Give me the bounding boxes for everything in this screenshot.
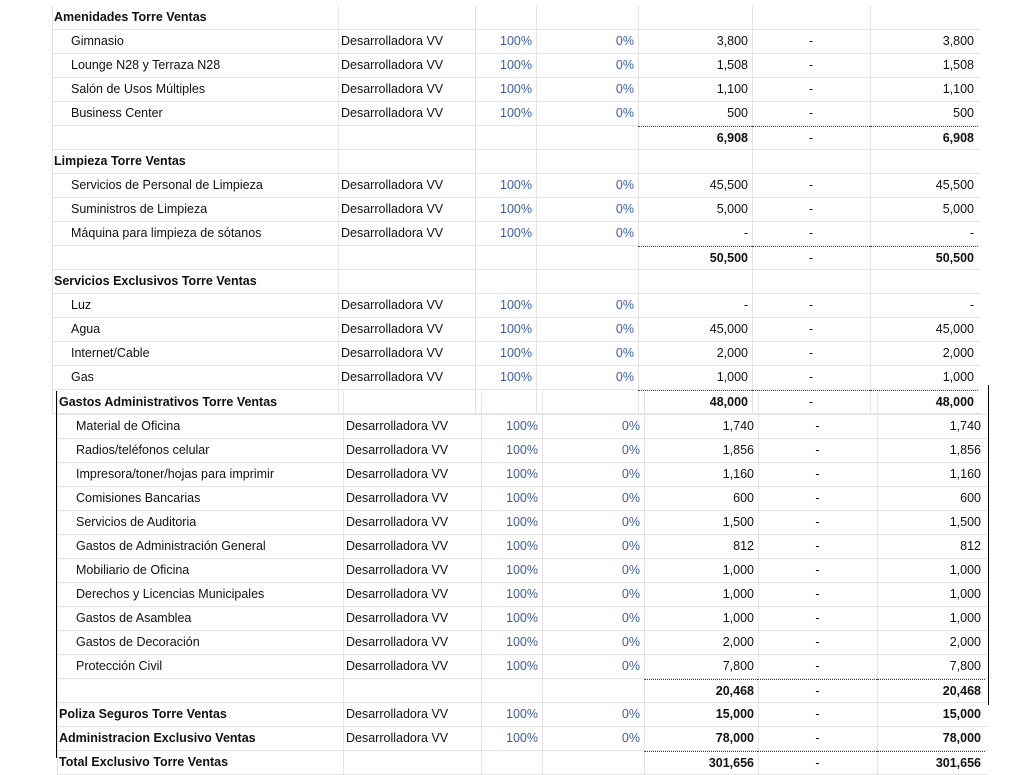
- cell-concept[interactable]: Salón de Usos Múltiples: [71, 82, 206, 96]
- cell-company[interactable]: Desarrolladora VV: [346, 539, 449, 553]
- cell-total[interactable]: 2,000: [949, 635, 981, 649]
- cell-concept[interactable]: Gas: [71, 370, 94, 384]
- cell-concept[interactable]: Luz: [71, 298, 92, 312]
- cell-amount[interactable]: 1,100: [716, 82, 748, 96]
- cell-percent-other[interactable]: 0%: [615, 370, 634, 384]
- cell-percent-owner[interactable]: 100%: [506, 443, 538, 457]
- table-row: [57, 583, 987, 607]
- section-header-row: [52, 6, 980, 30]
- cell-amount[interactable]: 50,500: [638, 246, 752, 269]
- cell-amount[interactable]: -: [743, 226, 748, 240]
- cell-amount[interactable]: 1,000: [722, 611, 754, 625]
- cell-amount[interactable]: 1,856: [722, 443, 754, 457]
- cell-company[interactable]: Desarrolladora VV: [341, 346, 444, 360]
- cell-total[interactable]: [870, 270, 978, 293]
- cell-company[interactable]: Desarrolladora VV: [346, 563, 449, 577]
- cell-amount-other[interactable]: -: [815, 635, 820, 649]
- cell-company[interactable]: Desarrolladora VV: [346, 731, 449, 745]
- cell-total[interactable]: 1,100: [942, 82, 974, 96]
- cell-concept[interactable]: Máquina para limpieza de sótanos: [71, 226, 262, 240]
- cell-total[interactable]: -: [969, 226, 974, 240]
- cell-total[interactable]: 5,000: [942, 202, 974, 216]
- cell-company[interactable]: [338, 270, 475, 293]
- cell-percent-owner[interactable]: 100%: [506, 587, 538, 601]
- cell-percent-other[interactable]: [536, 246, 638, 269]
- cell-total[interactable]: 1,000: [949, 611, 981, 625]
- cell-company[interactable]: Desarrolladora VV: [341, 106, 444, 120]
- cell-percent-owner[interactable]: [481, 679, 542, 702]
- cell-concept[interactable]: Material de Oficina: [76, 419, 181, 433]
- cell-amount[interactable]: [638, 270, 752, 293]
- cell-total[interactable]: 50,500: [870, 246, 978, 269]
- cell-concept[interactable]: Suministros de Limpieza: [71, 202, 208, 216]
- cell-percent-other[interactable]: 0%: [621, 419, 640, 433]
- cell-percent-owner[interactable]: 100%: [500, 82, 532, 96]
- table-row: [52, 30, 980, 54]
- table-row: [52, 174, 980, 198]
- cell-percent-other[interactable]: 0%: [621, 611, 640, 625]
- cell-amount[interactable]: [638, 6, 752, 29]
- cell-concept[interactable]: Gastos de Asamblea: [76, 611, 192, 625]
- cell-percent-owner[interactable]: 100%: [500, 322, 532, 336]
- cell-percent-owner[interactable]: 100%: [506, 635, 538, 649]
- cell-total[interactable]: [870, 150, 978, 173]
- cell-percent-owner[interactable]: [475, 270, 536, 293]
- cell-amount-other[interactable]: -: [808, 322, 814, 336]
- cell-percent-other[interactable]: [542, 391, 644, 414]
- cell-total[interactable]: 1,500: [949, 515, 981, 529]
- cell-total[interactable]: 78,000: [942, 731, 981, 745]
- cell-amount-other[interactable]: [752, 6, 870, 29]
- cell-amount-other[interactable]: -: [815, 731, 820, 745]
- cell-total[interactable]: 1,740: [949, 419, 981, 433]
- cell-company[interactable]: [343, 751, 481, 774]
- cell-amount[interactable]: 1,508: [716, 58, 748, 72]
- table-row: [57, 727, 987, 751]
- cell-company[interactable]: Desarrolladora VV: [346, 635, 449, 649]
- cell-company[interactable]: [343, 679, 481, 702]
- cell-company[interactable]: Desarrolladora VV: [341, 58, 444, 72]
- cell-total[interactable]: 48,000: [870, 390, 978, 413]
- cell-concept[interactable]: Agua: [71, 322, 101, 336]
- cell-amount[interactable]: 2,000: [716, 346, 748, 360]
- cell-percent-owner[interactable]: [475, 126, 536, 149]
- cell-percent-owner[interactable]: [481, 751, 542, 774]
- cell-concept[interactable]: [54, 246, 338, 269]
- cell-percent-owner[interactable]: 100%: [500, 178, 532, 192]
- cell-percent-other[interactable]: 0%: [615, 226, 634, 240]
- cell-company[interactable]: Desarrolladora VV: [341, 370, 444, 384]
- cell-concept[interactable]: Servicios de Personal de Limpieza: [71, 178, 263, 192]
- cell-company[interactable]: Desarrolladora VV: [341, 82, 444, 96]
- cell-amount[interactable]: -: [743, 298, 748, 312]
- table-row: [52, 342, 980, 366]
- cell-percent-owner[interactable]: 100%: [500, 370, 532, 384]
- cell-total[interactable]: 45,500: [935, 178, 974, 192]
- cell-amount-other[interactable]: [758, 391, 877, 414]
- cell-total[interactable]: 500: [953, 106, 974, 120]
- cell-company[interactable]: [338, 150, 475, 173]
- cell-percent-owner[interactable]: 100%: [506, 611, 538, 625]
- cell-concept[interactable]: Gastos de Decoración: [76, 635, 200, 649]
- table-row: [57, 511, 987, 535]
- cell-amount[interactable]: 78,000: [715, 731, 754, 745]
- cell-total[interactable]: 3,800: [942, 34, 974, 48]
- cell-amount-other[interactable]: -: [808, 58, 814, 72]
- cell-percent-other[interactable]: 0%: [621, 587, 640, 601]
- cell-company[interactable]: Desarrolladora VV: [341, 178, 444, 192]
- cell-amount[interactable]: 1,000: [716, 370, 748, 384]
- cell-concept[interactable]: Internet/Cable: [71, 346, 150, 360]
- cell-percent-other[interactable]: 0%: [621, 467, 640, 481]
- cell-percent-other[interactable]: 0%: [621, 491, 640, 505]
- cell-percent-other[interactable]: 0%: [621, 563, 640, 577]
- cell-percent-owner[interactable]: 100%: [500, 226, 532, 240]
- cell-percent-other[interactable]: 0%: [615, 178, 634, 192]
- cell-amount[interactable]: 1,500: [722, 515, 754, 529]
- cell-percent-other[interactable]: 0%: [615, 106, 634, 120]
- cell-amount[interactable]: [638, 150, 752, 173]
- cell-concept[interactable]: Amenidades Torre Ventas: [54, 10, 207, 24]
- cell-company[interactable]: Desarrolladora VV: [341, 298, 444, 312]
- cell-amount[interactable]: 48,000: [638, 390, 752, 413]
- cell-amount-other[interactable]: -: [752, 246, 870, 269]
- cell-concept[interactable]: Limpieza Torre Ventas: [54, 154, 186, 168]
- cell-percent-other[interactable]: 0%: [621, 515, 640, 529]
- cell-amount[interactable]: 15,000: [715, 707, 754, 721]
- table-row: [57, 559, 987, 583]
- cell-amount[interactable]: 45,000: [709, 322, 748, 336]
- subtotal-row: [52, 246, 980, 270]
- cell-percent-owner[interactable]: 100%: [500, 202, 532, 216]
- cell-percent-other[interactable]: 0%: [615, 346, 634, 360]
- cell-amount-other[interactable]: -: [808, 202, 814, 216]
- cell-percent-owner[interactable]: 100%: [506, 659, 538, 673]
- cell-total[interactable]: 7,800: [949, 659, 981, 673]
- cell-amount[interactable]: [644, 391, 758, 414]
- cell-percent-owner[interactable]: [475, 150, 536, 173]
- cell-concept[interactable]: Protección Civil: [76, 659, 163, 673]
- right-border-line: [988, 385, 989, 705]
- cell-percent-other[interactable]: 0%: [615, 298, 634, 312]
- table-row: [52, 78, 980, 102]
- cell-percent-owner[interactable]: [475, 6, 536, 29]
- cell-company[interactable]: Desarrolladora VV: [346, 443, 449, 457]
- table-row: [52, 222, 980, 246]
- cell-concept[interactable]: Gimnasio: [71, 34, 124, 48]
- cell-company[interactable]: Desarrolladora VV: [346, 587, 449, 601]
- cell-concept[interactable]: Comisiones Bancarias: [76, 491, 201, 505]
- cell-amount-other[interactable]: -: [808, 34, 814, 48]
- table-row: [57, 535, 987, 559]
- cell-percent-other[interactable]: [536, 150, 638, 173]
- cell-concept[interactable]: [54, 126, 338, 149]
- cell-percent-owner[interactable]: 100%: [506, 539, 538, 553]
- cell-amount[interactable]: 301,656: [644, 751, 758, 774]
- cell-company[interactable]: Desarrolladora VV: [346, 611, 449, 625]
- cell-percent-other[interactable]: [542, 679, 644, 702]
- cell-percent-other[interactable]: 0%: [621, 539, 640, 553]
- left-border-line: [56, 391, 57, 758]
- cell-total[interactable]: 812: [960, 539, 981, 553]
- cell-percent-other[interactable]: [536, 270, 638, 293]
- cell-total[interactable]: 600: [960, 491, 981, 505]
- cell-company[interactable]: Desarrolladora VV: [346, 659, 449, 673]
- cell-company[interactable]: Desarrolladora VV: [346, 467, 449, 481]
- cell-percent-owner[interactable]: 100%: [500, 346, 532, 360]
- cell-percent-other[interactable]: 0%: [615, 34, 634, 48]
- cell-total[interactable]: 301,656: [877, 751, 985, 774]
- cell-percent-owner[interactable]: 100%: [506, 707, 538, 721]
- cell-concept[interactable]: Derechos y Licencias Municipales: [76, 587, 265, 601]
- cell-amount-other[interactable]: -: [815, 539, 820, 553]
- table-row: [52, 294, 980, 318]
- cell-amount-other[interactable]: -: [808, 178, 814, 192]
- cell-amount-other[interactable]: -: [815, 587, 820, 601]
- cell-total[interactable]: 45,000: [935, 322, 974, 336]
- cell-amount-other[interactable]: -: [808, 370, 814, 384]
- cell-amount-other[interactable]: -: [752, 390, 870, 413]
- cell-percent-owner[interactable]: [475, 246, 536, 269]
- table-row: [57, 655, 987, 679]
- cell-amount-other[interactable]: -: [815, 491, 820, 505]
- cell-total[interactable]: 2,000: [942, 346, 974, 360]
- cell-company[interactable]: Desarrolladora VV: [341, 226, 444, 240]
- cell-percent-other[interactable]: 0%: [621, 443, 640, 457]
- cell-total[interactable]: 1,508: [942, 58, 974, 72]
- cell-company[interactable]: [338, 126, 475, 149]
- cell-amount-other[interactable]: -: [808, 346, 814, 360]
- cell-percent-owner[interactable]: 100%: [500, 106, 532, 120]
- cell-amount-other[interactable]: -: [758, 679, 877, 702]
- cell-concept[interactable]: Total Exclusivo Torre Ventas: [59, 755, 229, 769]
- cell-percent-other[interactable]: [536, 6, 638, 29]
- cell-amount-other[interactable]: -: [815, 467, 820, 481]
- table-block-gastos-administrativos: [57, 391, 987, 775]
- cell-total[interactable]: -: [969, 298, 974, 312]
- cell-concept[interactable]: [59, 679, 343, 702]
- cell-amount[interactable]: 1,740: [722, 419, 754, 433]
- cell-percent-owner[interactable]: 100%: [506, 731, 538, 745]
- cell-total[interactable]: 1,000: [949, 563, 981, 577]
- cell-concept[interactable]: Business Center: [71, 106, 163, 120]
- table-row: [52, 102, 980, 126]
- cell-amount-other[interactable]: -: [815, 707, 820, 721]
- cell-amount-other[interactable]: -: [752, 126, 870, 149]
- cell-company[interactable]: Desarrolladora VV: [346, 491, 449, 505]
- cell-percent-owner[interactable]: 100%: [500, 58, 532, 72]
- table-row: [57, 415, 987, 439]
- cell-total[interactable]: [870, 6, 978, 29]
- table-row: [57, 703, 987, 727]
- cell-percent-other[interactable]: 0%: [621, 707, 640, 721]
- cell-amount[interactable]: 3,800: [716, 34, 748, 48]
- table-row: [52, 198, 980, 222]
- cell-percent-owner[interactable]: 100%: [500, 298, 532, 312]
- cell-concept[interactable]: Servicios Exclusivos Torre Ventas: [54, 274, 257, 288]
- cell-percent-owner[interactable]: 100%: [506, 491, 538, 505]
- cell-percent-owner[interactable]: 100%: [506, 467, 538, 481]
- cell-percent-other[interactable]: 0%: [615, 202, 634, 216]
- cell-amount[interactable]: 6,908: [638, 126, 752, 149]
- cell-company[interactable]: Desarrolladora VV: [341, 34, 444, 48]
- cell-amount-other[interactable]: -: [815, 419, 820, 433]
- cell-total[interactable]: 6,908: [870, 126, 978, 149]
- cell-total[interactable]: [877, 391, 985, 414]
- cell-percent-other[interactable]: 0%: [615, 322, 634, 336]
- cell-amount-other[interactable]: -: [808, 226, 814, 240]
- cell-amount-other[interactable]: -: [815, 563, 820, 577]
- cell-percent-other[interactable]: [536, 126, 638, 149]
- cell-amount-other[interactable]: -: [815, 611, 820, 625]
- subtotal-row: [52, 126, 980, 150]
- cell-company[interactable]: Desarrolladora VV: [346, 707, 449, 721]
- cell-amount[interactable]: 500: [727, 106, 748, 120]
- cell-amount[interactable]: 2,000: [722, 635, 754, 649]
- cell-concept[interactable]: Impresora/toner/hojas para imprimir: [76, 467, 274, 481]
- cell-amount[interactable]: 1,000: [722, 563, 754, 577]
- table-row: [52, 54, 980, 78]
- cell-amount[interactable]: 5,000: [716, 202, 748, 216]
- cell-concept[interactable]: Gastos de Administración General: [76, 539, 266, 553]
- cell-percent-other[interactable]: 0%: [621, 635, 640, 649]
- table-row: [57, 463, 987, 487]
- cell-percent-other[interactable]: 0%: [615, 82, 634, 96]
- cell-total[interactable]: 1,856: [949, 443, 981, 457]
- cell-concept[interactable]: Servicios de Auditoria: [76, 515, 197, 529]
- cell-percent-owner[interactable]: [481, 391, 542, 414]
- cell-amount[interactable]: 600: [733, 491, 754, 505]
- table-row: [52, 318, 980, 342]
- section-header-row: [52, 270, 980, 294]
- cell-company[interactable]: Desarrolladora VV: [341, 202, 444, 216]
- table-row: [57, 751, 987, 775]
- table-row: [57, 631, 987, 655]
- cell-amount[interactable]: 20,468: [644, 679, 758, 702]
- table-row: [57, 439, 987, 463]
- cell-percent-owner[interactable]: 100%: [506, 419, 538, 433]
- cell-concept[interactable]: Administracion Exclusivo Ventas: [59, 731, 256, 745]
- cell-amount-other[interactable]: -: [758, 751, 877, 774]
- cell-amount[interactable]: 812: [733, 539, 754, 553]
- cell-amount[interactable]: 45,500: [709, 178, 748, 192]
- cell-amount-other[interactable]: -: [815, 515, 820, 529]
- table-row: [52, 366, 980, 390]
- cell-amount-other[interactable]: [752, 150, 870, 173]
- cell-amount[interactable]: 1,160: [722, 467, 754, 481]
- cell-amount-other[interactable]: -: [815, 659, 820, 673]
- subtotal-row: [57, 679, 987, 703]
- cell-percent-owner[interactable]: 100%: [506, 515, 538, 529]
- cell-total[interactable]: 1,160: [949, 467, 981, 481]
- cell-total[interactable]: 20,468: [877, 679, 985, 702]
- cell-percent-other[interactable]: 0%: [621, 731, 640, 745]
- section-header-row: [57, 391, 987, 415]
- cell-percent-other[interactable]: [542, 751, 644, 774]
- table-row: [57, 487, 987, 511]
- cell-concept[interactable]: Mobiliario de Oficina: [76, 563, 190, 577]
- cell-percent-owner[interactable]: 100%: [500, 34, 532, 48]
- cell-amount[interactable]: 7,800: [722, 659, 754, 673]
- cell-total[interactable]: 15,000: [942, 707, 981, 721]
- section-header-row: [52, 150, 980, 174]
- cell-concept[interactable]: Radios/teléfonos celular: [76, 443, 210, 457]
- cell-total[interactable]: 1,000: [949, 587, 981, 601]
- cell-total[interactable]: 1,000: [942, 370, 974, 384]
- cell-concept[interactable]: Lounge N28 y Terraza N28: [71, 58, 221, 72]
- cell-company[interactable]: [338, 6, 475, 29]
- cell-company[interactable]: Desarrolladora VV: [346, 419, 449, 433]
- cell-amount[interactable]: 1,000: [722, 587, 754, 601]
- cell-percent-owner[interactable]: 100%: [506, 563, 538, 577]
- table-row: [57, 607, 987, 631]
- cell-concept[interactable]: Poliza Seguros Torre Ventas: [59, 707, 227, 721]
- cell-amount-other[interactable]: -: [808, 106, 814, 120]
- cell-amount-other[interactable]: -: [815, 443, 820, 457]
- table-block-torre-ventas: [52, 6, 980, 414]
- cell-company[interactable]: Desarrolladora VV: [346, 515, 449, 529]
- cell-company[interactable]: [343, 391, 481, 414]
- cell-amount-other[interactable]: -: [808, 298, 814, 312]
- cell-amount-other[interactable]: -: [808, 82, 814, 96]
- cell-company[interactable]: Desarrolladora VV: [341, 322, 444, 336]
- cell-concept[interactable]: Gastos Administrativos Torre Ventas: [59, 395, 278, 409]
- cell-percent-other[interactable]: 0%: [621, 659, 640, 673]
- cell-company[interactable]: [338, 246, 475, 269]
- cell-amount-other[interactable]: [752, 270, 870, 293]
- cell-percent-other[interactable]: 0%: [615, 58, 634, 72]
